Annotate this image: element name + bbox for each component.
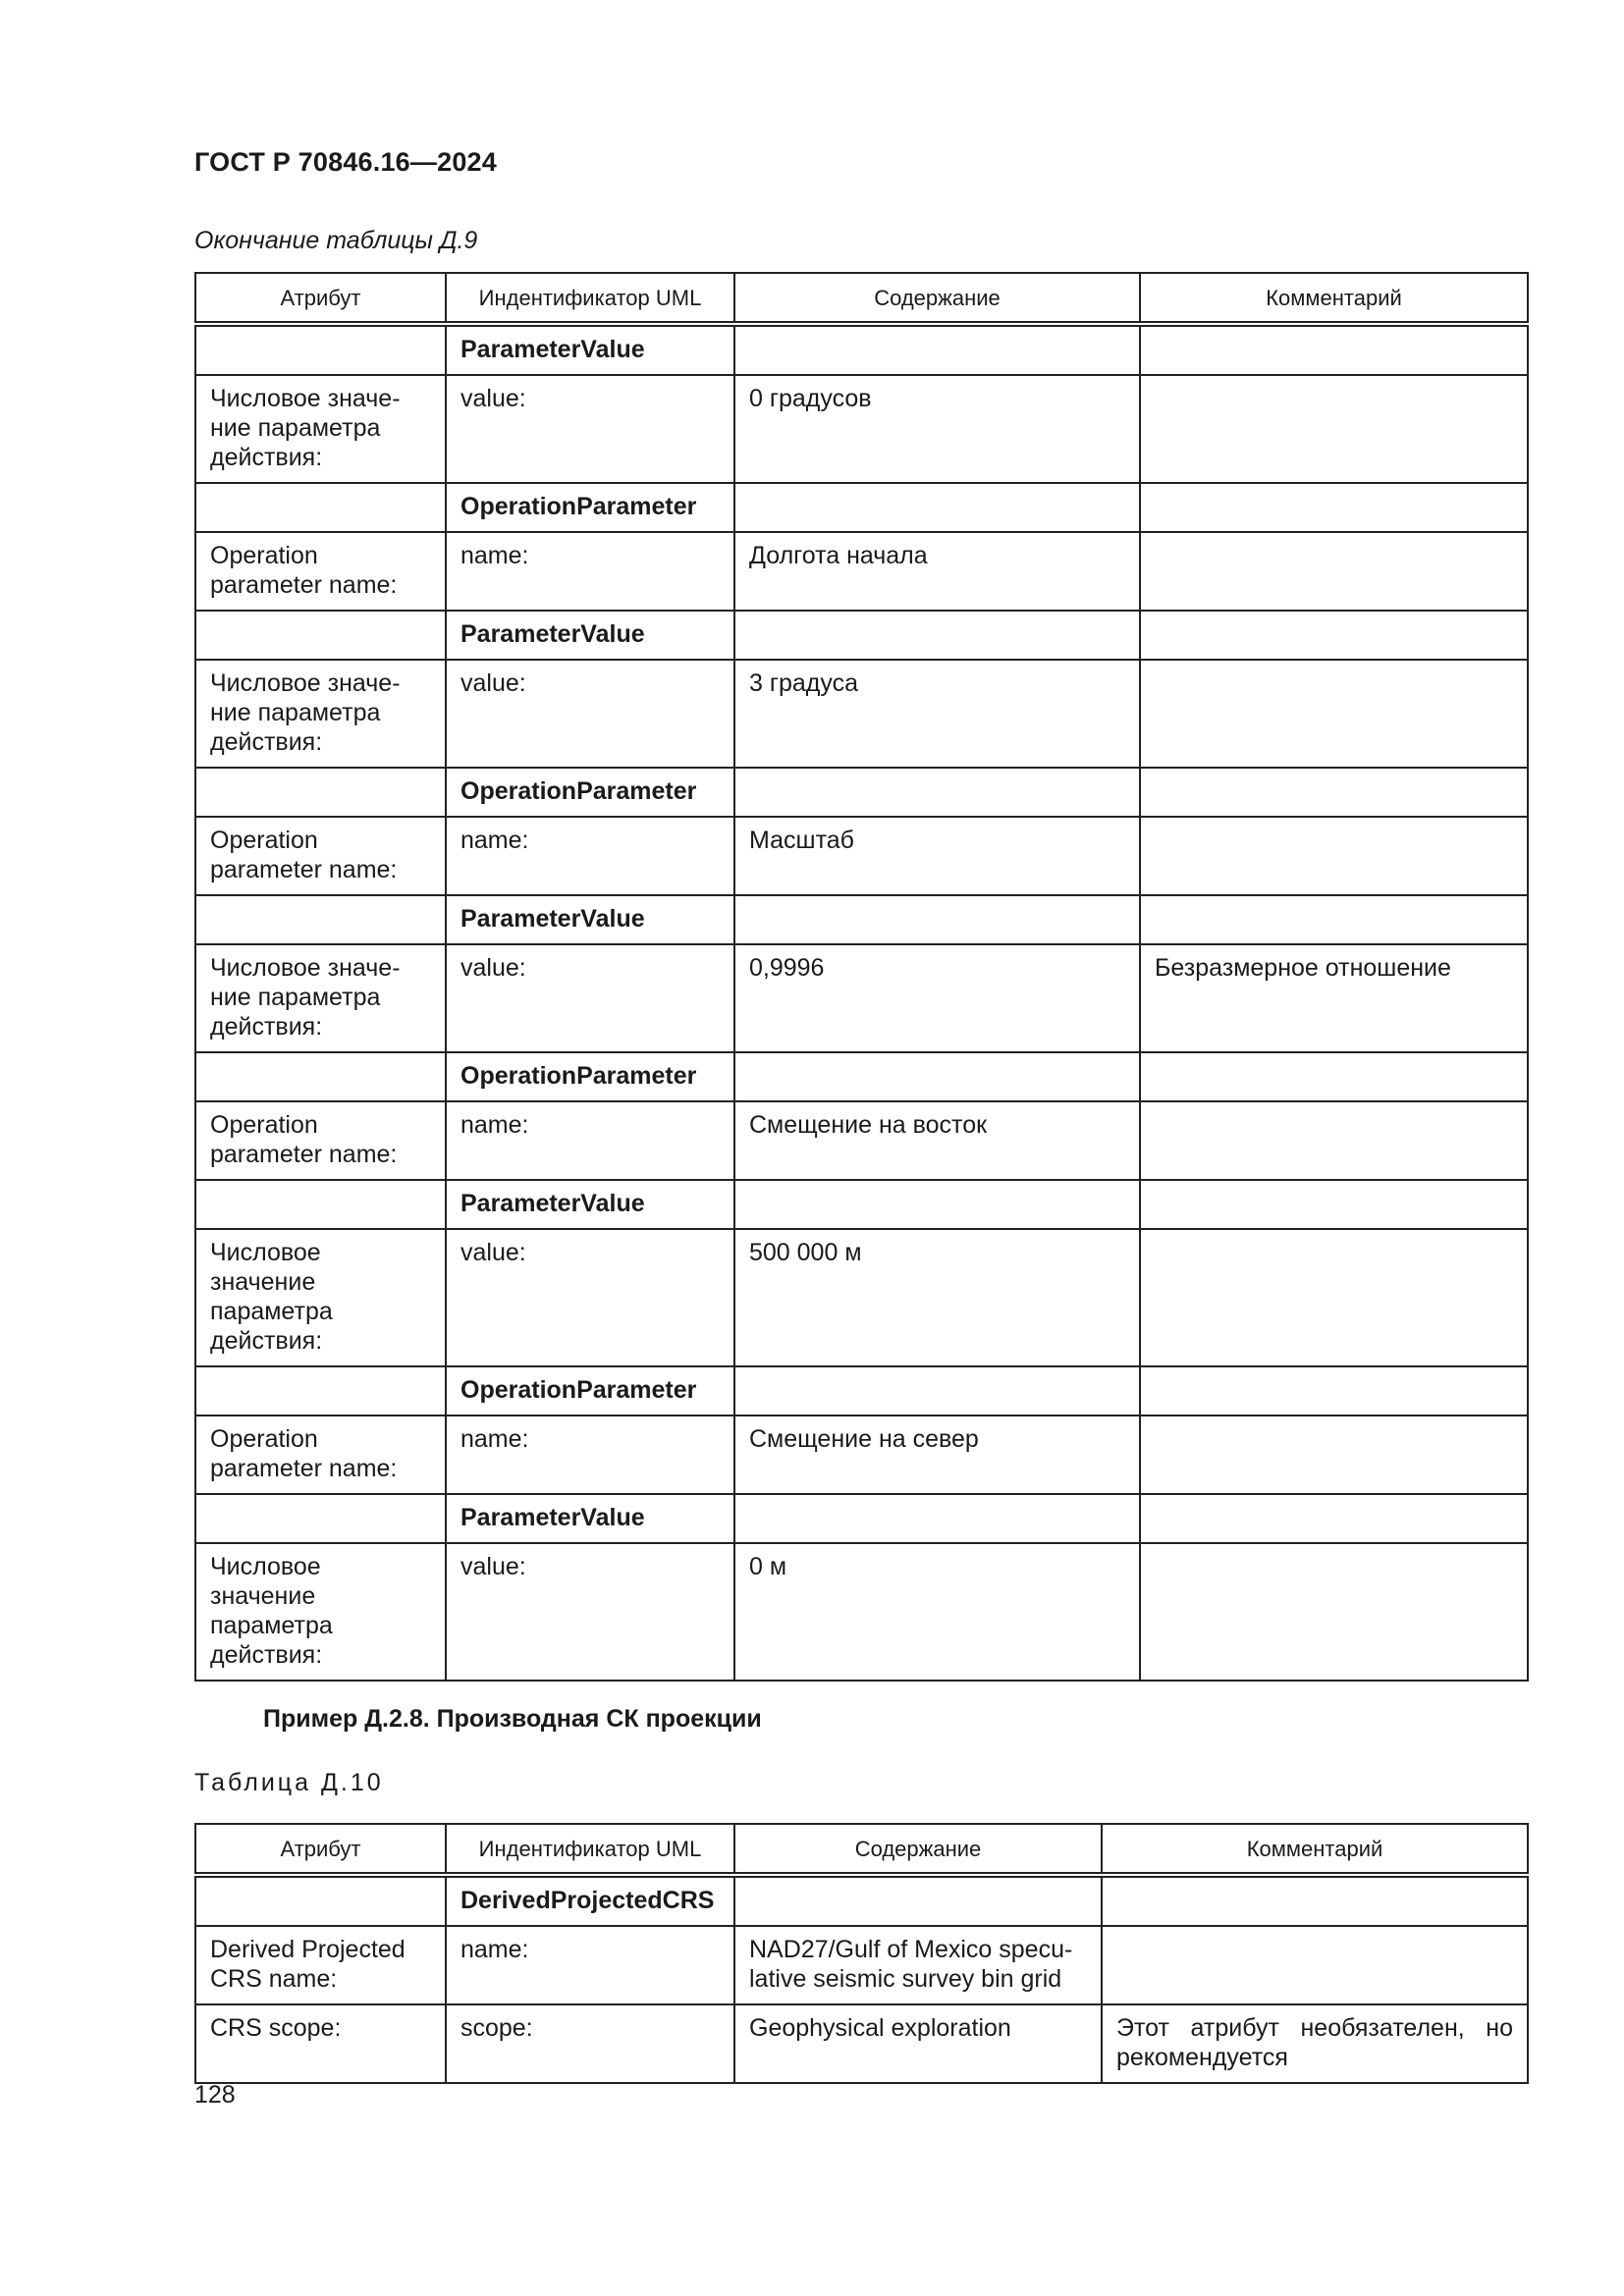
cell-uml-identifier: ParameterValue — [446, 324, 734, 375]
table-row — [195, 817, 1528, 895]
table-row — [195, 2004, 1528, 2083]
table-row — [195, 1926, 1528, 2004]
cell-uml-identifier: name: — [446, 1101, 734, 1180]
cell-uml-identifier: ParameterValue — [446, 1180, 734, 1229]
cell-attribute: Operation parameter name: — [195, 817, 446, 895]
cell-comment — [1140, 1494, 1528, 1543]
cell-uml-identifier: value: — [446, 1543, 734, 1681]
cell-attribute — [195, 1366, 446, 1415]
column-header-content: Содержание — [734, 273, 1140, 324]
cell-content: Смещение на восток — [734, 1101, 1140, 1180]
cell-content: Масштаб — [734, 817, 1140, 895]
cell-uml-identifier: scope: — [446, 2004, 734, 2083]
cell-comment — [1140, 532, 1528, 611]
cell-comment — [1140, 1229, 1528, 1366]
cell-comment — [1140, 1543, 1528, 1681]
table-row — [195, 1229, 1528, 1366]
cell-comment — [1140, 817, 1528, 895]
cell-attribute: Числовое значение параметра действия: — [195, 1543, 446, 1681]
cell-attribute — [195, 324, 446, 375]
column-header-content: Содержание — [734, 1824, 1102, 1875]
cell-comment — [1140, 1052, 1528, 1101]
cell-uml-identifier: name: — [446, 1415, 734, 1494]
cell-attribute: Operation parameter name: — [195, 1415, 446, 1494]
column-header-uml-identifier: Индентификатор UML — [446, 273, 734, 324]
cell-attribute: Operation parameter name: — [195, 532, 446, 611]
table-class-row — [195, 1366, 1528, 1415]
cell-attribute — [195, 1875, 446, 1926]
cell-uml-identifier: name: — [446, 532, 734, 611]
cell-uml-identifier: value: — [446, 1229, 734, 1366]
cell-uml-identifier: value: — [446, 375, 734, 483]
cell-content — [734, 1875, 1102, 1926]
table-class-row — [195, 768, 1528, 817]
table-class-row — [195, 611, 1528, 660]
table-row — [195, 1101, 1528, 1180]
table-row — [195, 1543, 1528, 1681]
cell-content: 0 градусов — [734, 375, 1140, 483]
cell-comment — [1140, 768, 1528, 817]
cell-content: Geophysical exploration — [734, 2004, 1102, 2083]
column-header-comment: Комментарий — [1140, 273, 1528, 324]
cell-comment: Безразмерное отношение — [1140, 944, 1528, 1052]
page-number: 128 — [194, 2081, 236, 2109]
cell-comment — [1140, 1101, 1528, 1180]
table-d10 — [194, 1823, 1529, 2084]
cell-content — [734, 1366, 1140, 1415]
cell-uml-identifier: ParameterValue — [446, 1494, 734, 1543]
table-class-row — [195, 483, 1528, 532]
cell-attribute — [195, 1180, 446, 1229]
cell-uml-identifier: DerivedProjectedCRS — [446, 1875, 734, 1926]
table-row — [195, 944, 1528, 1052]
column-header-uml-identifier: Индентификатор UML — [446, 1824, 734, 1875]
cell-uml-identifier: ParameterValue — [446, 611, 734, 660]
column-header-attribute: Атрибут — [195, 1824, 446, 1875]
cell-attribute — [195, 768, 446, 817]
cell-attribute — [195, 483, 446, 532]
cell-comment — [1140, 611, 1528, 660]
table-row — [195, 660, 1528, 768]
cell-attribute — [195, 895, 446, 944]
cell-content: 3 градуса — [734, 660, 1140, 768]
cell-content — [734, 1494, 1140, 1543]
table-row — [195, 1415, 1528, 1494]
cell-attribute: Числовое значе-ние параметра действия: — [195, 375, 446, 483]
cell-content — [734, 1052, 1140, 1101]
cell-comment — [1140, 1366, 1528, 1415]
cell-content — [734, 324, 1140, 375]
table-class-row — [195, 1180, 1528, 1229]
cell-attribute — [195, 1052, 446, 1101]
table-class-row — [195, 1875, 1528, 1926]
cell-comment — [1102, 1926, 1528, 2004]
table-row — [195, 375, 1528, 483]
cell-content — [734, 768, 1140, 817]
cell-content: 0 м — [734, 1543, 1140, 1681]
table-continuation-caption: Окончание таблицы Д.9 — [194, 227, 478, 254]
column-header-comment: Комментарий — [1102, 1824, 1528, 1875]
cell-comment — [1140, 324, 1528, 375]
cell-comment — [1140, 1180, 1528, 1229]
example-heading: Пример Д.2.8. Производная СК проекции — [263, 1705, 762, 1733]
cell-uml-identifier: value: — [446, 660, 734, 768]
table-class-row — [195, 1052, 1528, 1101]
cell-content — [734, 611, 1140, 660]
cell-uml-identifier: value: — [446, 944, 734, 1052]
cell-attribute — [195, 611, 446, 660]
cell-content — [734, 483, 1140, 532]
cell-content — [734, 895, 1140, 944]
cell-uml-identifier: OperationParameter — [446, 483, 734, 532]
cell-comment — [1140, 1415, 1528, 1494]
cell-uml-identifier: name: — [446, 1926, 734, 2004]
cell-uml-identifier: OperationParameter — [446, 1366, 734, 1415]
table-row — [195, 532, 1528, 611]
cell-comment — [1140, 895, 1528, 944]
table-header-row — [195, 273, 1528, 324]
cell-comment: Этот атрибут необязателен, но рекомендуется — [1102, 2004, 1528, 2083]
cell-comment — [1140, 375, 1528, 483]
cell-content — [734, 1180, 1140, 1229]
cell-content: 0,9996 — [734, 944, 1140, 1052]
cell-uml-identifier: OperationParameter — [446, 1052, 734, 1101]
document-code: ГОСТ Р 70846.16—2024 — [194, 147, 497, 177]
cell-content: NAD27/Gulf of Mexico specu-lative seismic survey bin grid — [734, 1926, 1102, 2004]
table-class-row — [195, 324, 1528, 375]
cell-attribute: CRS scope: — [195, 2004, 446, 2083]
table-header-row — [195, 1824, 1528, 1875]
cell-uml-identifier: name: — [446, 817, 734, 895]
table-d9 — [194, 272, 1529, 1682]
cell-content: Долгота начала — [734, 532, 1140, 611]
cell-attribute — [195, 1494, 446, 1543]
column-header-attribute: Атрибут — [195, 273, 446, 324]
table-class-row — [195, 1494, 1528, 1543]
cell-attribute: Числовое значе-ние параметра действия: — [195, 944, 446, 1052]
cell-attribute: Derived Projected CRS name: — [195, 1926, 446, 2004]
cell-attribute: Operation parameter name: — [195, 1101, 446, 1180]
cell-attribute: Числовое значе-ние параметра действия: — [195, 660, 446, 768]
cell-uml-identifier: ParameterValue — [446, 895, 734, 944]
cell-attribute: Числовое значение параметра действия: — [195, 1229, 446, 1366]
cell-content: Смещение на север — [734, 1415, 1140, 1494]
cell-comment — [1102, 1875, 1528, 1926]
cell-uml-identifier: OperationParameter — [446, 768, 734, 817]
table-caption: Таблица Д.10 — [194, 1769, 384, 1796]
cell-comment — [1140, 483, 1528, 532]
table-class-row — [195, 895, 1528, 944]
cell-comment — [1140, 660, 1528, 768]
cell-content: 500 000 м — [734, 1229, 1140, 1366]
